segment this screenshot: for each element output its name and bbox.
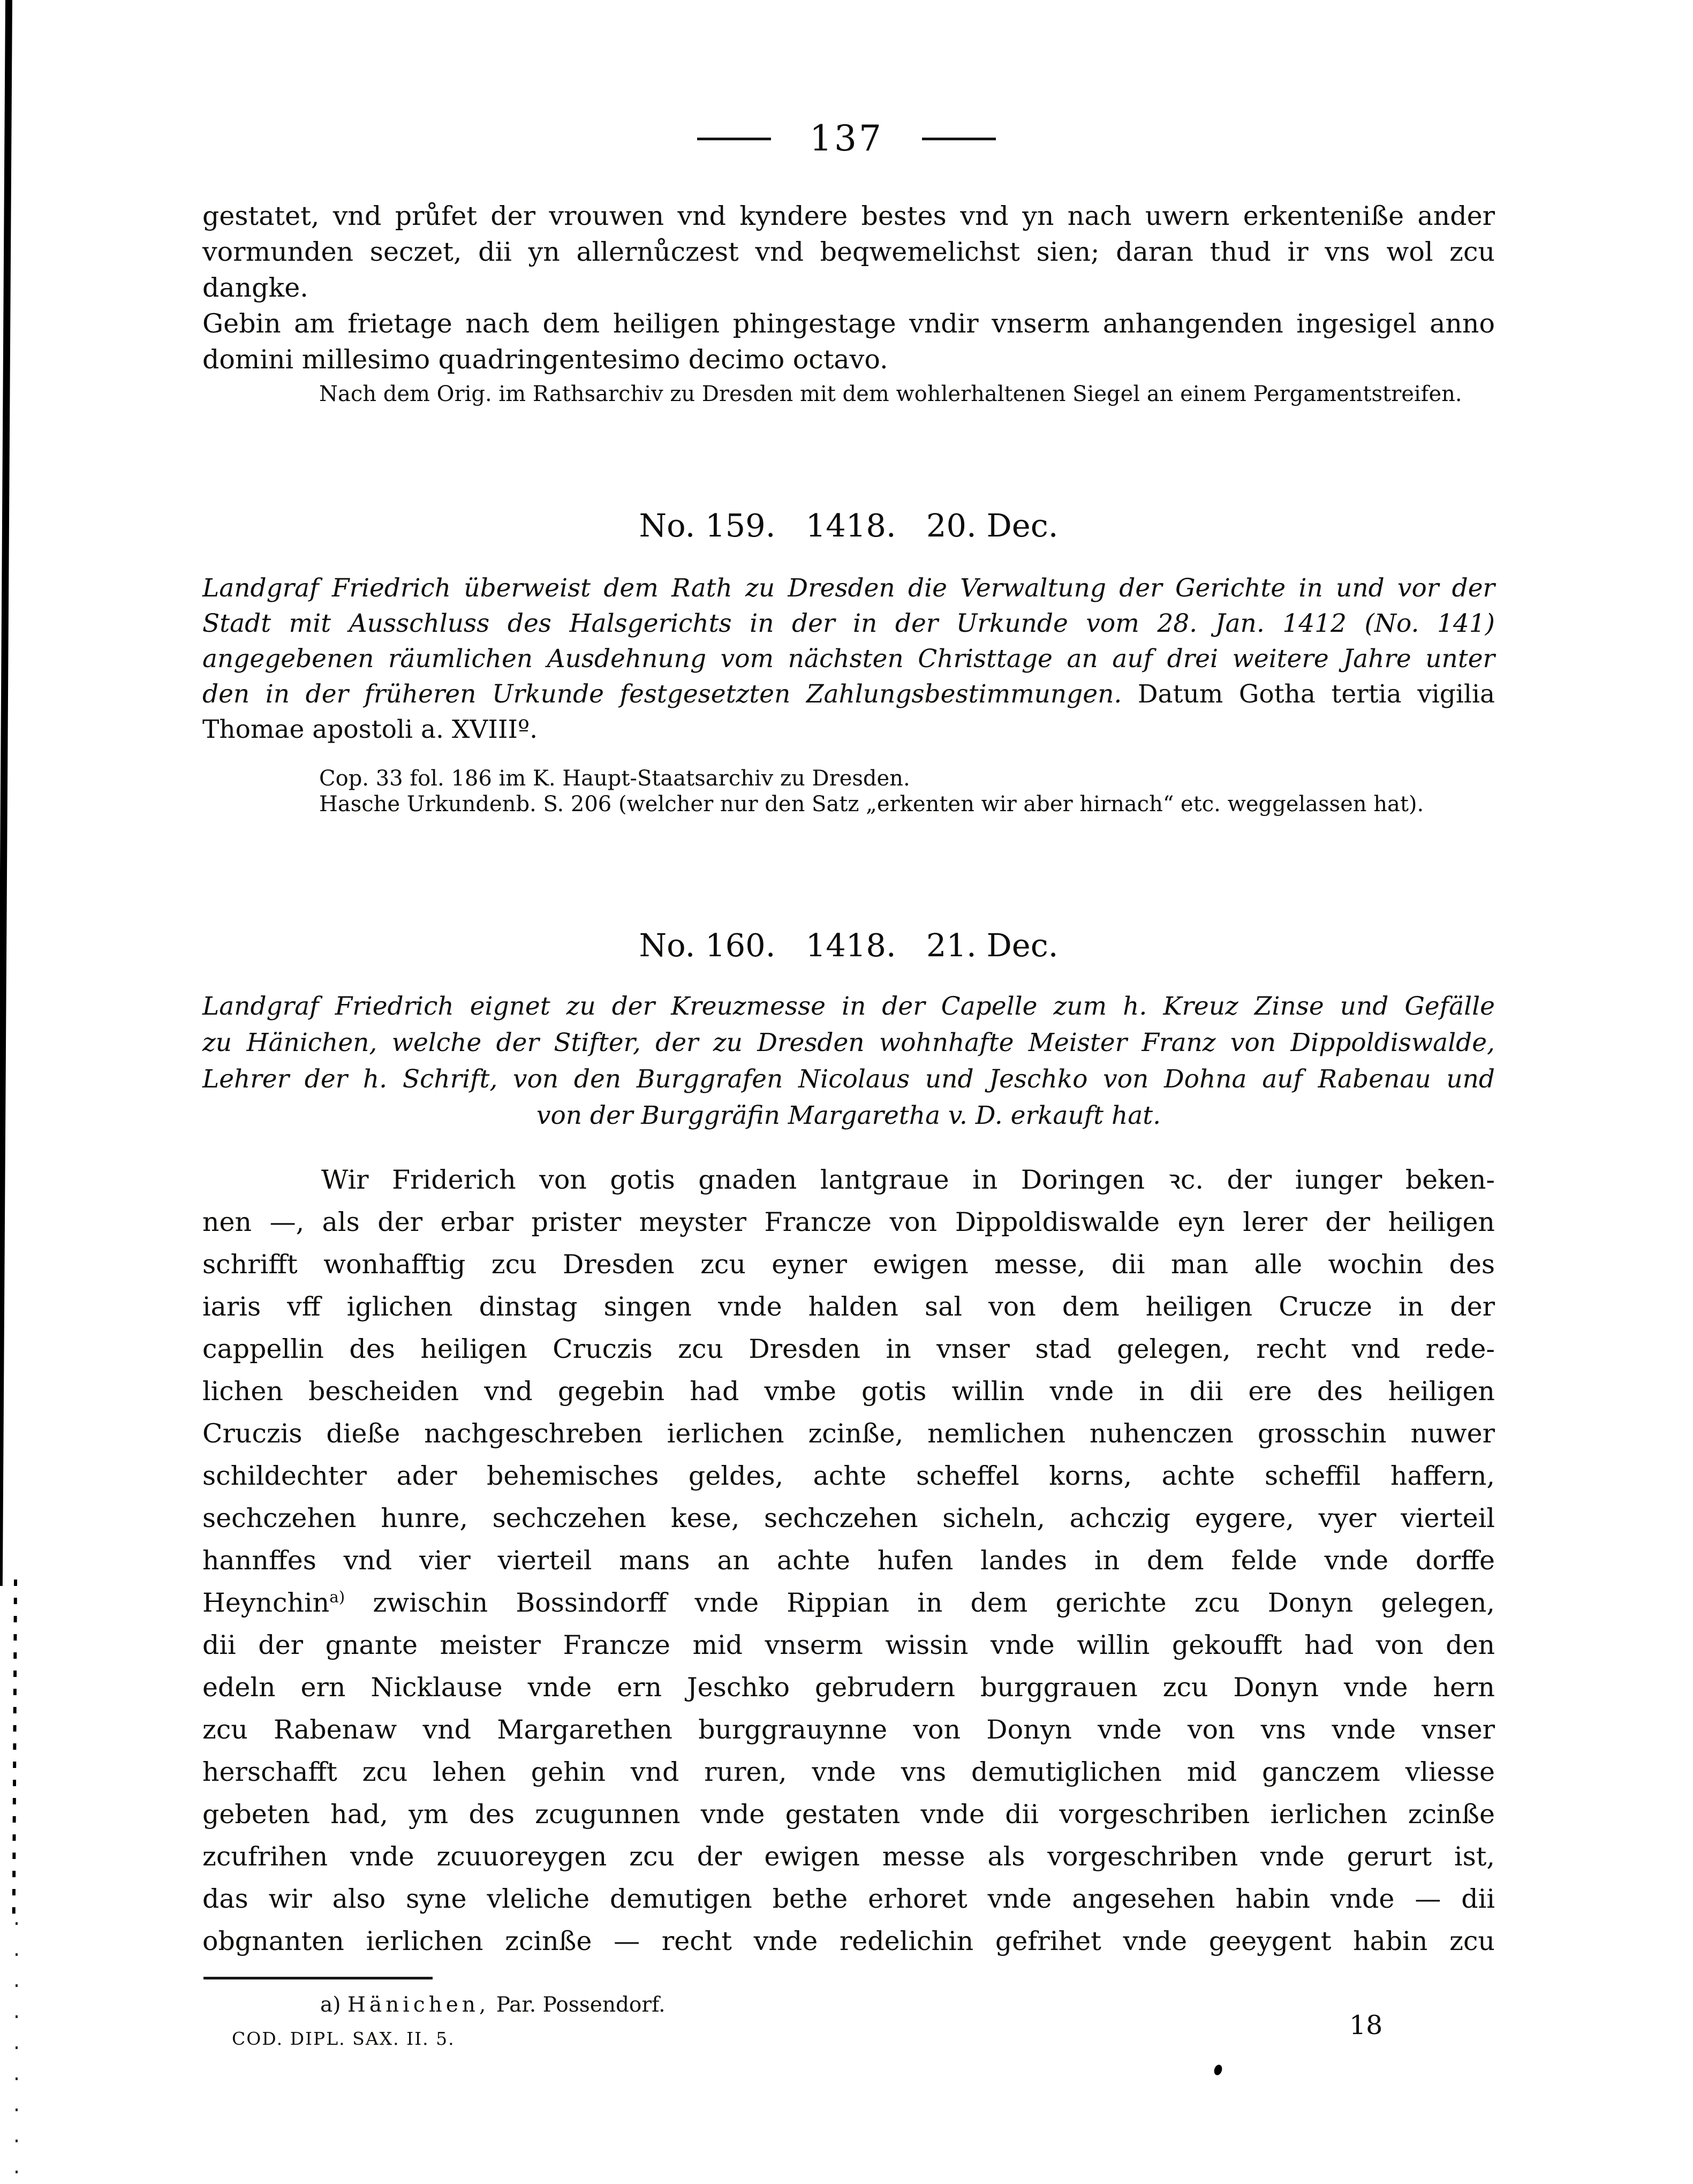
scan-edge-artifact-dashes — [12, 1580, 17, 1922]
body-line: iaris vff iglichen dinstag singen vnde halden sal von dem heiligen Crucze in der — [202, 1291, 1495, 1322]
summary-line: Stadt mit Ausschluss des Halsgerichts in der in der Urkunde vom 28. Jan. 1412 (No. 141) — [202, 609, 1495, 638]
summary-line: Landgraf Friedrich überweist dem Rath zu Dresden die Verwaltung der Gerichte in und vor der — [202, 573, 1495, 603]
body-text-part: Heynchin — [202, 1588, 330, 1618]
footnote-divider-rule — [203, 1977, 433, 1979]
body-line: zcu Rabenaw vnd Margarethen burggrauynne von Donyn vnde von vns vnde vnser — [202, 1714, 1495, 1745]
summary-roman-part: Datum Gotha tertia vigilia — [1122, 679, 1495, 709]
summary-line: angegebenen räumlichen Ausdehnung vom nächsten Christtage an auf drei weitere Jahre unter — [202, 644, 1495, 674]
text-line: Gebin am frietage nach dem heiligen phingestage vndir vnserm anhangenden ingesigel anno — [202, 308, 1495, 339]
body-text-part: zwischin Bossindorff vnde Rippian in dem gerichte zcu Donyn gelegen, — [345, 1588, 1495, 1618]
charter-159-summary — [202, 571, 1495, 747]
summary-italic-part: den in der früheren Urkunde festgesetzten Zahlungsbestimmungen. — [202, 679, 1122, 709]
sheet-number: 18 — [1349, 2010, 1383, 2041]
source-note-line: Cop. 33 fol. 186 im K. Haupt-Staatsarchiv zu Dresden. — [319, 766, 910, 791]
footnote-place-name: Hänichen, — [347, 1993, 490, 2017]
summary-line: von der Burggräfin Margaretha v. D. erkauft hat. — [536, 1101, 1161, 1130]
body-line: dii der gnante meister Francze mid vnserm wissin vnde willin gekoufft had von den — [202, 1630, 1495, 1660]
summary-line: zu Hänichen, welche der Stifter, der zu Dresden wohnhafte Meister Franz von Dippoldiswalde, — [202, 1028, 1495, 1057]
scan-edge-artifact-dots — [16, 1922, 18, 2179]
body-line: Cruczis dieße nachgeschreben ierlichen zcinße, nemlichen nuhenczen grosschin nuwer — [202, 1418, 1495, 1449]
body-line: zcufrihen vnde zcuuoreygen zcu der ewigen messe als vorgeschriben vnde gerurt ist, — [202, 1841, 1495, 1872]
charter-160-heading: No. 160. 1418. 21. Dec. — [639, 927, 1059, 964]
page-number: 137 — [810, 118, 883, 159]
body-line: das wir also syne vleliche demutigen bethe erhoret vnde angesehen habin vnde — dii — [202, 1884, 1495, 1914]
body-line: herschafft zcu lehen gehin vnd ruren, vnde vns demutiglichen mid ganczem vliesse — [202, 1757, 1495, 1787]
footnote-reference-marker: a) — [329, 1588, 345, 1606]
summary-line: Thomae apostoli a. XVIIIº. — [202, 715, 538, 744]
text-line: domini millesimo quadringentesimo decimo octavo. — [202, 344, 888, 375]
body-line: obgnanten ierlichen zcinße — recht vnde redelichin gefrihet vnde geeygent habin zcu — [202, 1926, 1495, 1956]
charter-158-source-note: Nach dem Orig. im Rathsarchiv zu Dresden mit dem wohlerhaltenen Siegel an einem Pergamentstreifen. — [319, 382, 1462, 406]
body-line: gebeten had, ym des zcugunnen vnde gestaten vnde dii vorgeschriben ierlichen zcinße — [202, 1799, 1495, 1830]
body-line: hannffes vnd vier vierteil mans an achte hufen landes in dem felde vnde dorffe — [202, 1545, 1495, 1576]
body-line: schrifft wonhafftig zcu Dresden zcu eyner ewigen messe, dii man alle wochin des — [202, 1249, 1495, 1280]
body-line: lichen bescheiden vnd gegebin had vmbe gotis willin vnde in dii ere des heiligen — [202, 1376, 1495, 1407]
scan-edge-artifact — [0, 0, 12, 1586]
summary-line — [202, 677, 1495, 712]
body-line: schildechter ader behemisches geldes, achte scheffel korns, achte scheffil haffern, — [202, 1461, 1495, 1491]
footnote — [320, 1993, 1495, 2017]
text-line: gestatet, vnd průfet der vrouwen vnd kyndere bestes vnd yn nach uwern erkenteniße ander — [202, 201, 1495, 231]
charter-160-body — [202, 1159, 1495, 1962]
text-line: vormunden seczet, dii yn allernůczest vnd beqwemelichst sien; daran thud ir vns wol zcu dangke. — [202, 237, 1495, 303]
body-line: edeln ern Nicklause vnde ern Jeschko gebrudern burggrauen zcu Donyn vnde hern — [202, 1672, 1495, 1703]
footnote-marker: a) — [320, 1993, 341, 2017]
body-line: Wir Friderich von gotis gnaden lantgraue in Doringen ꝛc. der iunger beken- — [321, 1165, 1495, 1195]
series-signature: COD. DIPL. SAX. II. 5. — [232, 2028, 455, 2049]
summary-line: Landgraf Friedrich eignet zu der Kreuzmesse in der Capelle zum h. Kreuz Zinse und Gefälle — [202, 992, 1495, 1021]
body-line: nen —, als der erbar prister meyster Francze von Dippoldiswalde eyn lerer der heiligen — [202, 1207, 1495, 1237]
charter-159-source-notes — [319, 766, 1495, 817]
ink-spot-artifact — [1213, 2064, 1223, 2076]
charter-160-summary — [202, 988, 1495, 1134]
body-line-with-footnote-ref — [202, 1582, 1495, 1624]
charter-159-heading: No. 159. 1418. 20. Dec. — [639, 507, 1059, 544]
body-line: sechczehen hunre, sechczehen kese, sechczehen sicheln, achczig eygere, vyer vierteil — [202, 1503, 1495, 1533]
charter-158-closing-paragraph — [202, 198, 1495, 377]
summary-line: Lehrer der h. Schrift, von den Burggrafen Nicolaus und Jeschko von Dohna auf Rabenau und — [202, 1064, 1495, 1094]
text-block — [202, 0, 1495, 2184]
body-line: cappellin des heiligen Cruczis zcu Dresden in vnser stad gelegen, recht vnd rede- — [202, 1334, 1495, 1364]
footnote-text: Par. Possendorf. — [489, 1993, 666, 2017]
source-note-line: Hasche Urkundenb. S. 206 (welcher nur den Satz „erkenten wir aber hirnach“ etc. weggelassen hat). — [319, 792, 1424, 817]
